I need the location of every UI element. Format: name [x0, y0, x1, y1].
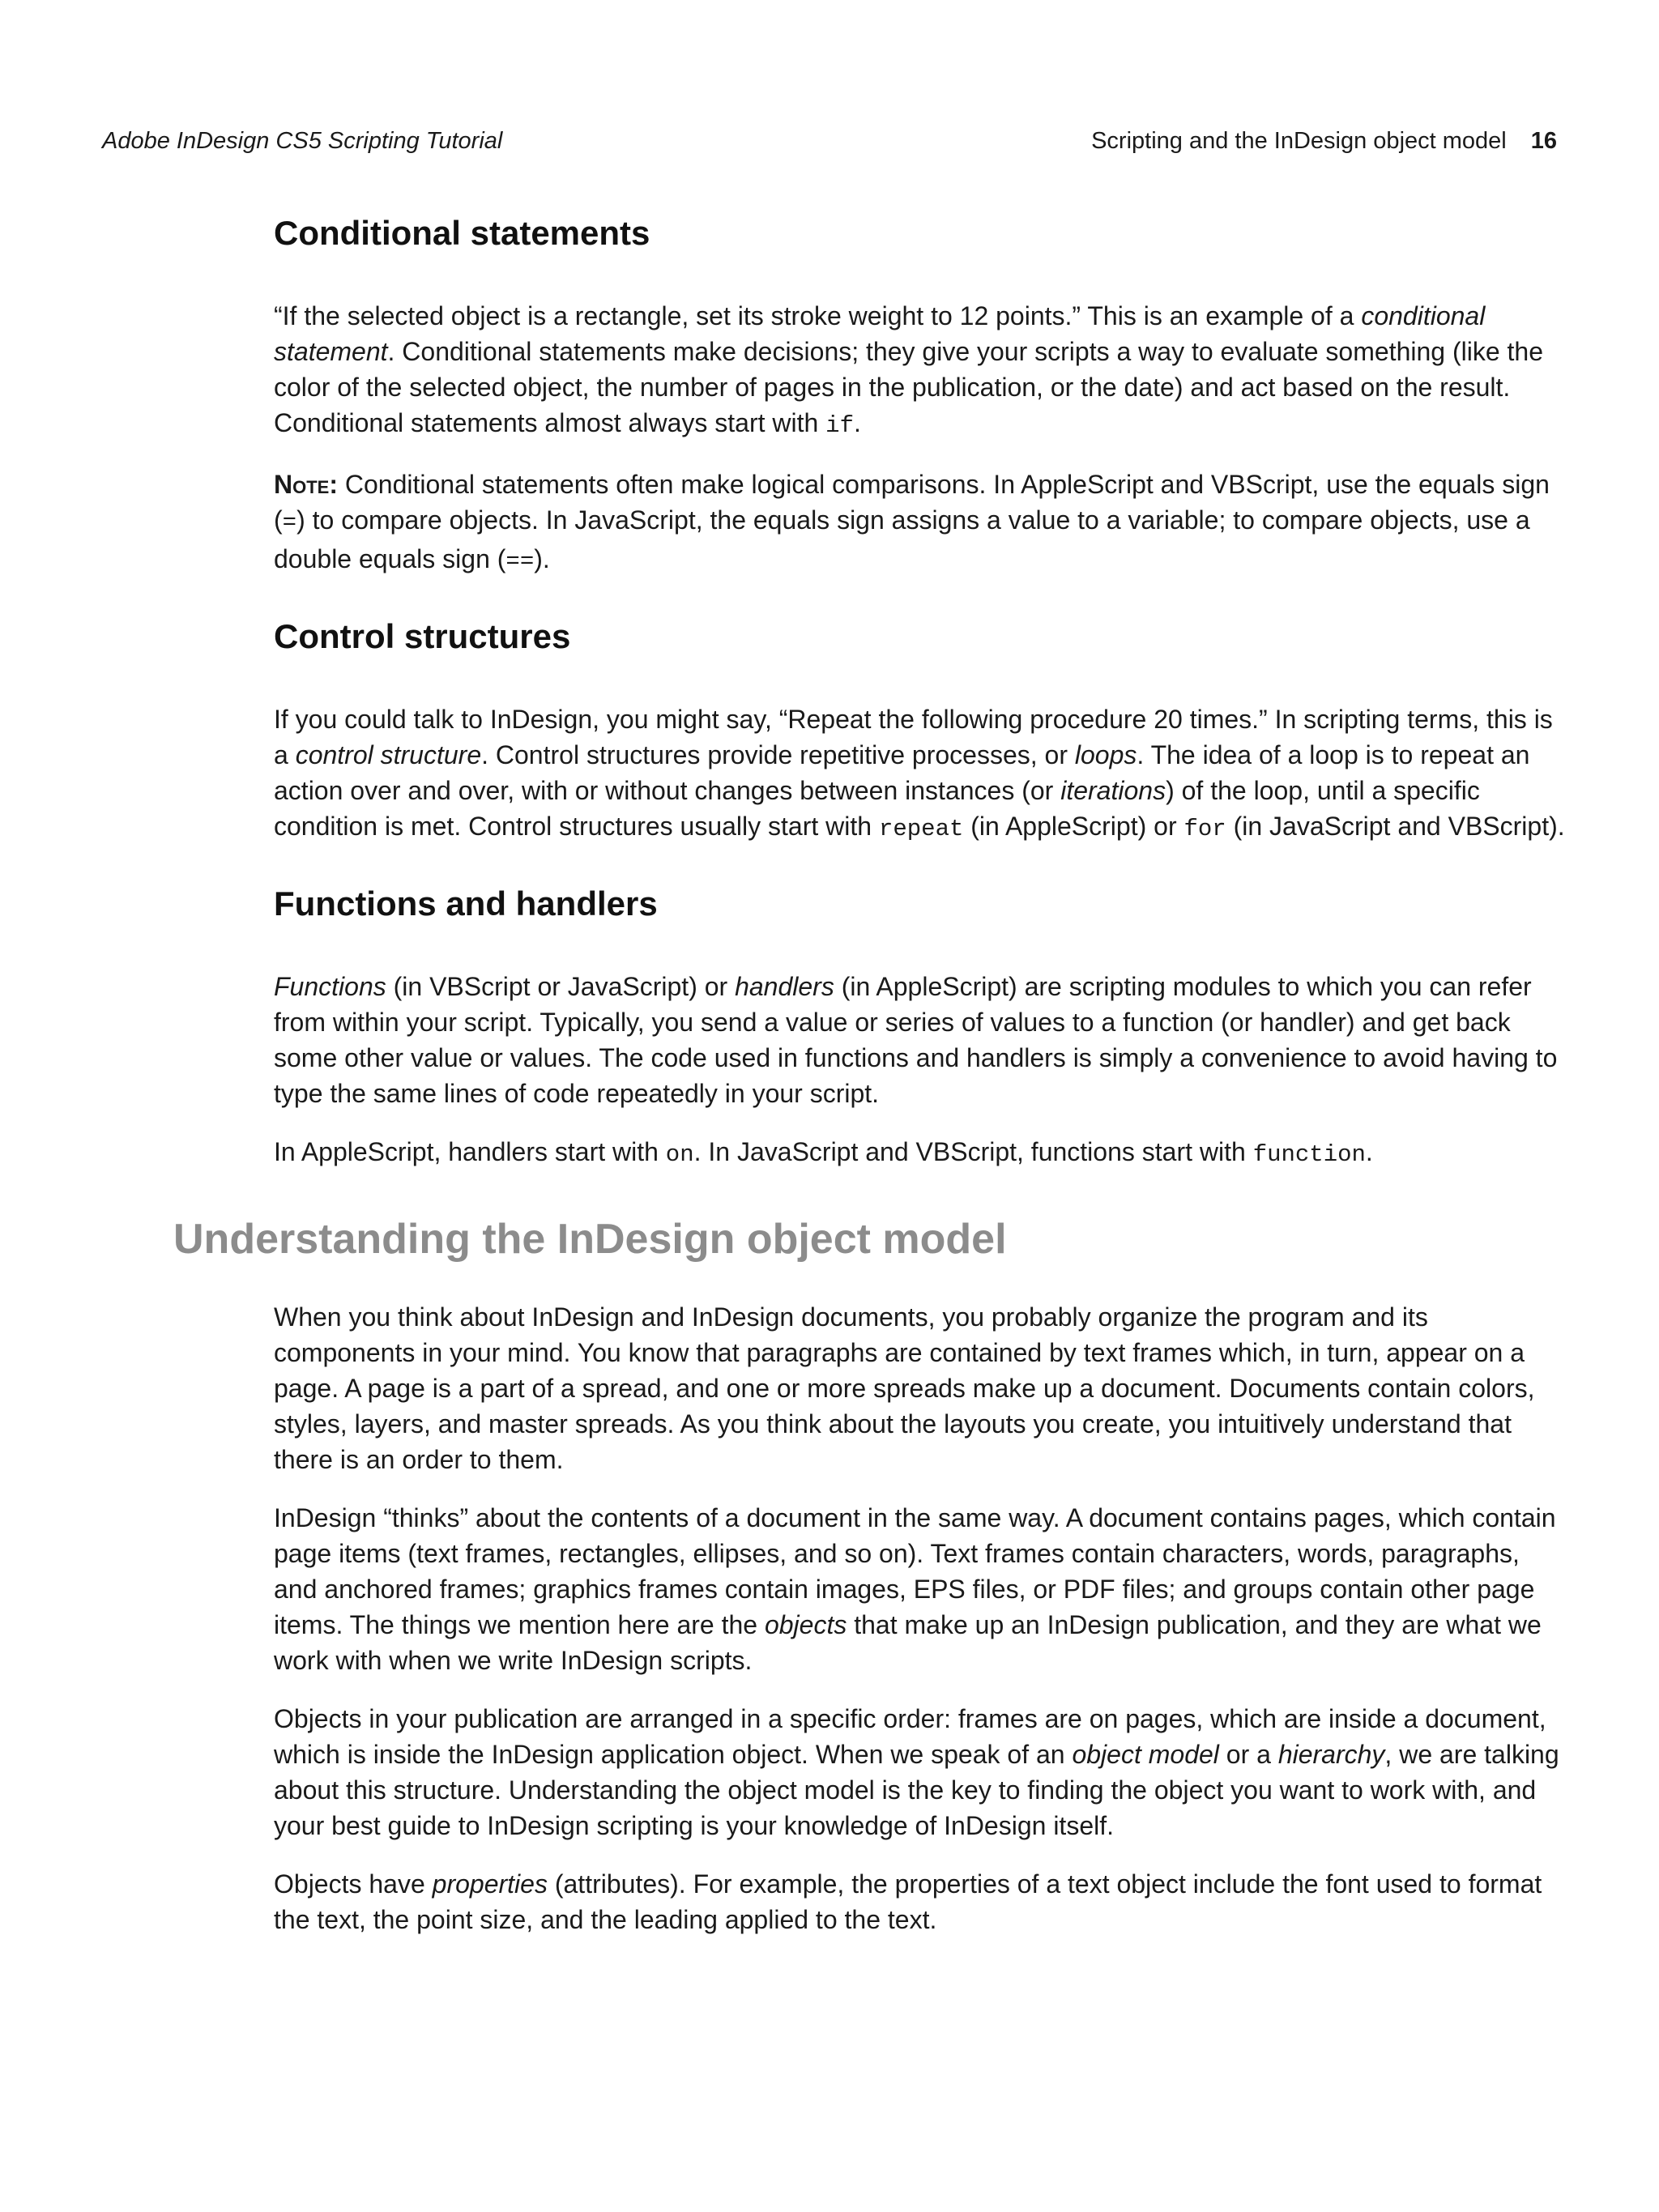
heading-functions-and-handlers: Functions and handlers [274, 884, 658, 923]
paragraph-functions-intro: Functions (in VBScript or JavaScript) or handlers (in AppleScript) are scripting modules to which you can refer from within your script. Typically, you send a value or series of values to a function (or handler) and get back some other value or values. The code used in functions and handlers is simply a convenience to avoid having to type the same lines of code repeatedly in your script. [274, 972, 1558, 1108]
chapter-title: Scripting and the InDesign object model [1091, 128, 1507, 154]
body-content [173, 209, 1570, 1960]
note-paragraph: Note: Conditional statements often make logical comparisons. In AppleScript and VBScript, use the equals sign (=) to compare objects. In JavaScript, the equals sign assigns a value to a variable; to compare objects, use a double equals sign (==). [274, 470, 1550, 575]
paragraph-object-model-3: Objects in your publication are arranged in a specific order: frames are on pages, which are inside a document, which is inside the InDesign application object. When we speak of an object model or a hierarchy, we are talking about this structure. Understanding the object model is the key to finding the object you want to work with, and your best guide to InDesign scripting is your knowledge of InDesign itself. [274, 1704, 1559, 1840]
paragraph-object-model-1: When you think about InDesign and InDesign documents, you probably organize the program and its components in your mind. You know that paragraphs are contained by text frames which, in turn, appear on a page. A page is a part of a spread, and one or more spreads make up a document. Documents contain colors, styles, layers, and master spreads. As you think about the layouts you create, you intuitively understand that there is an order to them. [274, 1302, 1535, 1474]
heading-control-structures: Control structures [274, 617, 571, 655]
note-label: Note: [274, 470, 338, 499]
heading-conditional-statements: Conditional statements [274, 214, 650, 252]
page-number: 16 [1530, 128, 1557, 154]
running-header [102, 128, 1557, 164]
paragraph-control-structures: If you could talk to InDesign, you might say, “Repeat the following procedure 20 times.” In scripting terms, this is a control structure. Control structures provide repetitive processes, or loops. The idea of a loop is to repeat an action over and over, with or without changes between instances (or iterations) of the loop, until a specific condition is met. Control structures usually start with repeat (in AppleScript) or for (in JavaScript and VBScript). [274, 705, 1565, 842]
paragraph-object-model-4: Objects have properties (attributes). For example, the properties of a text object include the font used to format the text, the point size, and the leading applied to the text. [274, 1869, 1542, 1934]
heading-understanding-object-model: Understanding the InDesign object model [173, 1216, 1007, 1263]
paragraph-object-model-2: InDesign “thinks” about the contents of a document in the same way. A document contains pages, which contain page items (text frames, rectangles, ellipses, and so on). Text frames contain characters, words, paragraphs, and anchored frames; graphics frames contain images, EPS files, or PDF files; and groups contain other page items. The things we mention here are the objects that make up an InDesign publication, and they are what we work with when we write InDesign scripts. [274, 1503, 1556, 1675]
chapter-header [1091, 128, 1557, 155]
book-title: Adobe InDesign CS5 Scripting Tutorial [102, 128, 503, 154]
paragraph-functions-start: In AppleScript, handlers start with on. In JavaScript and VBScript, functions start with function. [274, 1137, 1373, 1168]
paragraph-conditional-intro: “If the selected object is a rectangle, set its stroke weight to 12 points.” This is an example of a conditional statement. Conditional statements make decisions; they give your scripts a way to evaluate something (like the color of the selected object, the number of pages in the publication, or the date) and act based on the result. Conditional statements almost always start with if. [274, 301, 1543, 439]
